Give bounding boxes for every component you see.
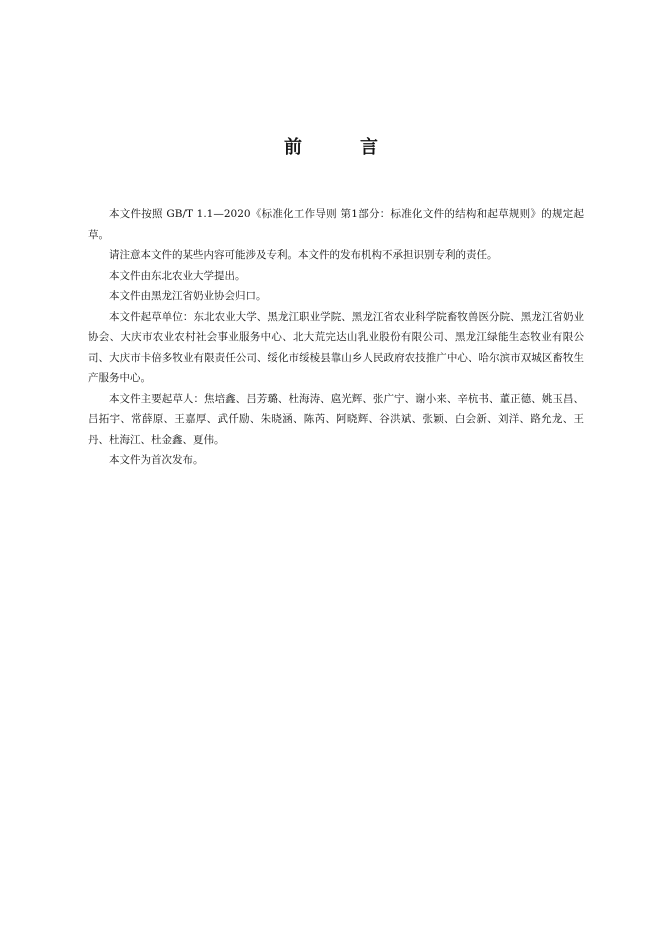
page-title: 前 言 xyxy=(284,137,398,158)
paragraph-drafters: 本文件主要起草人：焦培鑫、吕芳璐、杜海涛、扈光辉、张广宁、谢小来、辛杭书、董正德、姚玉昌、吕拓宇、常薛原、王嘉厚、武仟励、朱晓涵、陈芮、阿晓辉、谷洪斌、张颖、白会新、刘洋、路允龙、王丹、杜海江、杜金鑫、夏伟。 xyxy=(88,392,584,446)
paragraph-administrator: 本文件由黑龙江省奶业协会归口。 xyxy=(109,290,267,302)
paragraph-proposer: 本文件由东北农业大学提出。 xyxy=(109,269,246,282)
paragraph-first-release: 本文件为首次发布。 xyxy=(109,454,204,466)
paragraph-drafting-units: 本文件起草单位：东北农业大学、黑龙江职业学院、黑龙江省农业科学院畜牧兽医分院、黑龙江省奶业协会、大庆市农业农村社会事业服务中心、北大荒完达山乳业股份有限公司、黑龙江绿能生态牧业有限公司、大庆市卡倍多牧业有限责任公司、绥化市绥棱县靠山乡人民政府农技推广中心、哈尔滨市双城区畜牧生产服务中心。 xyxy=(88,310,584,384)
document-body xyxy=(88,204,584,471)
paragraph-patent-notice: 请注意本文件的某些内容可能涉及专利。本文件的发布机构不承担识别专利的责任。 xyxy=(109,249,498,261)
paragraph-drafting-rules: 本文件按照 GB/T 1.1—2020《标准化工作导则 第1部分：标准化文件的结构和起草规则》的规定起草。 xyxy=(88,208,584,241)
